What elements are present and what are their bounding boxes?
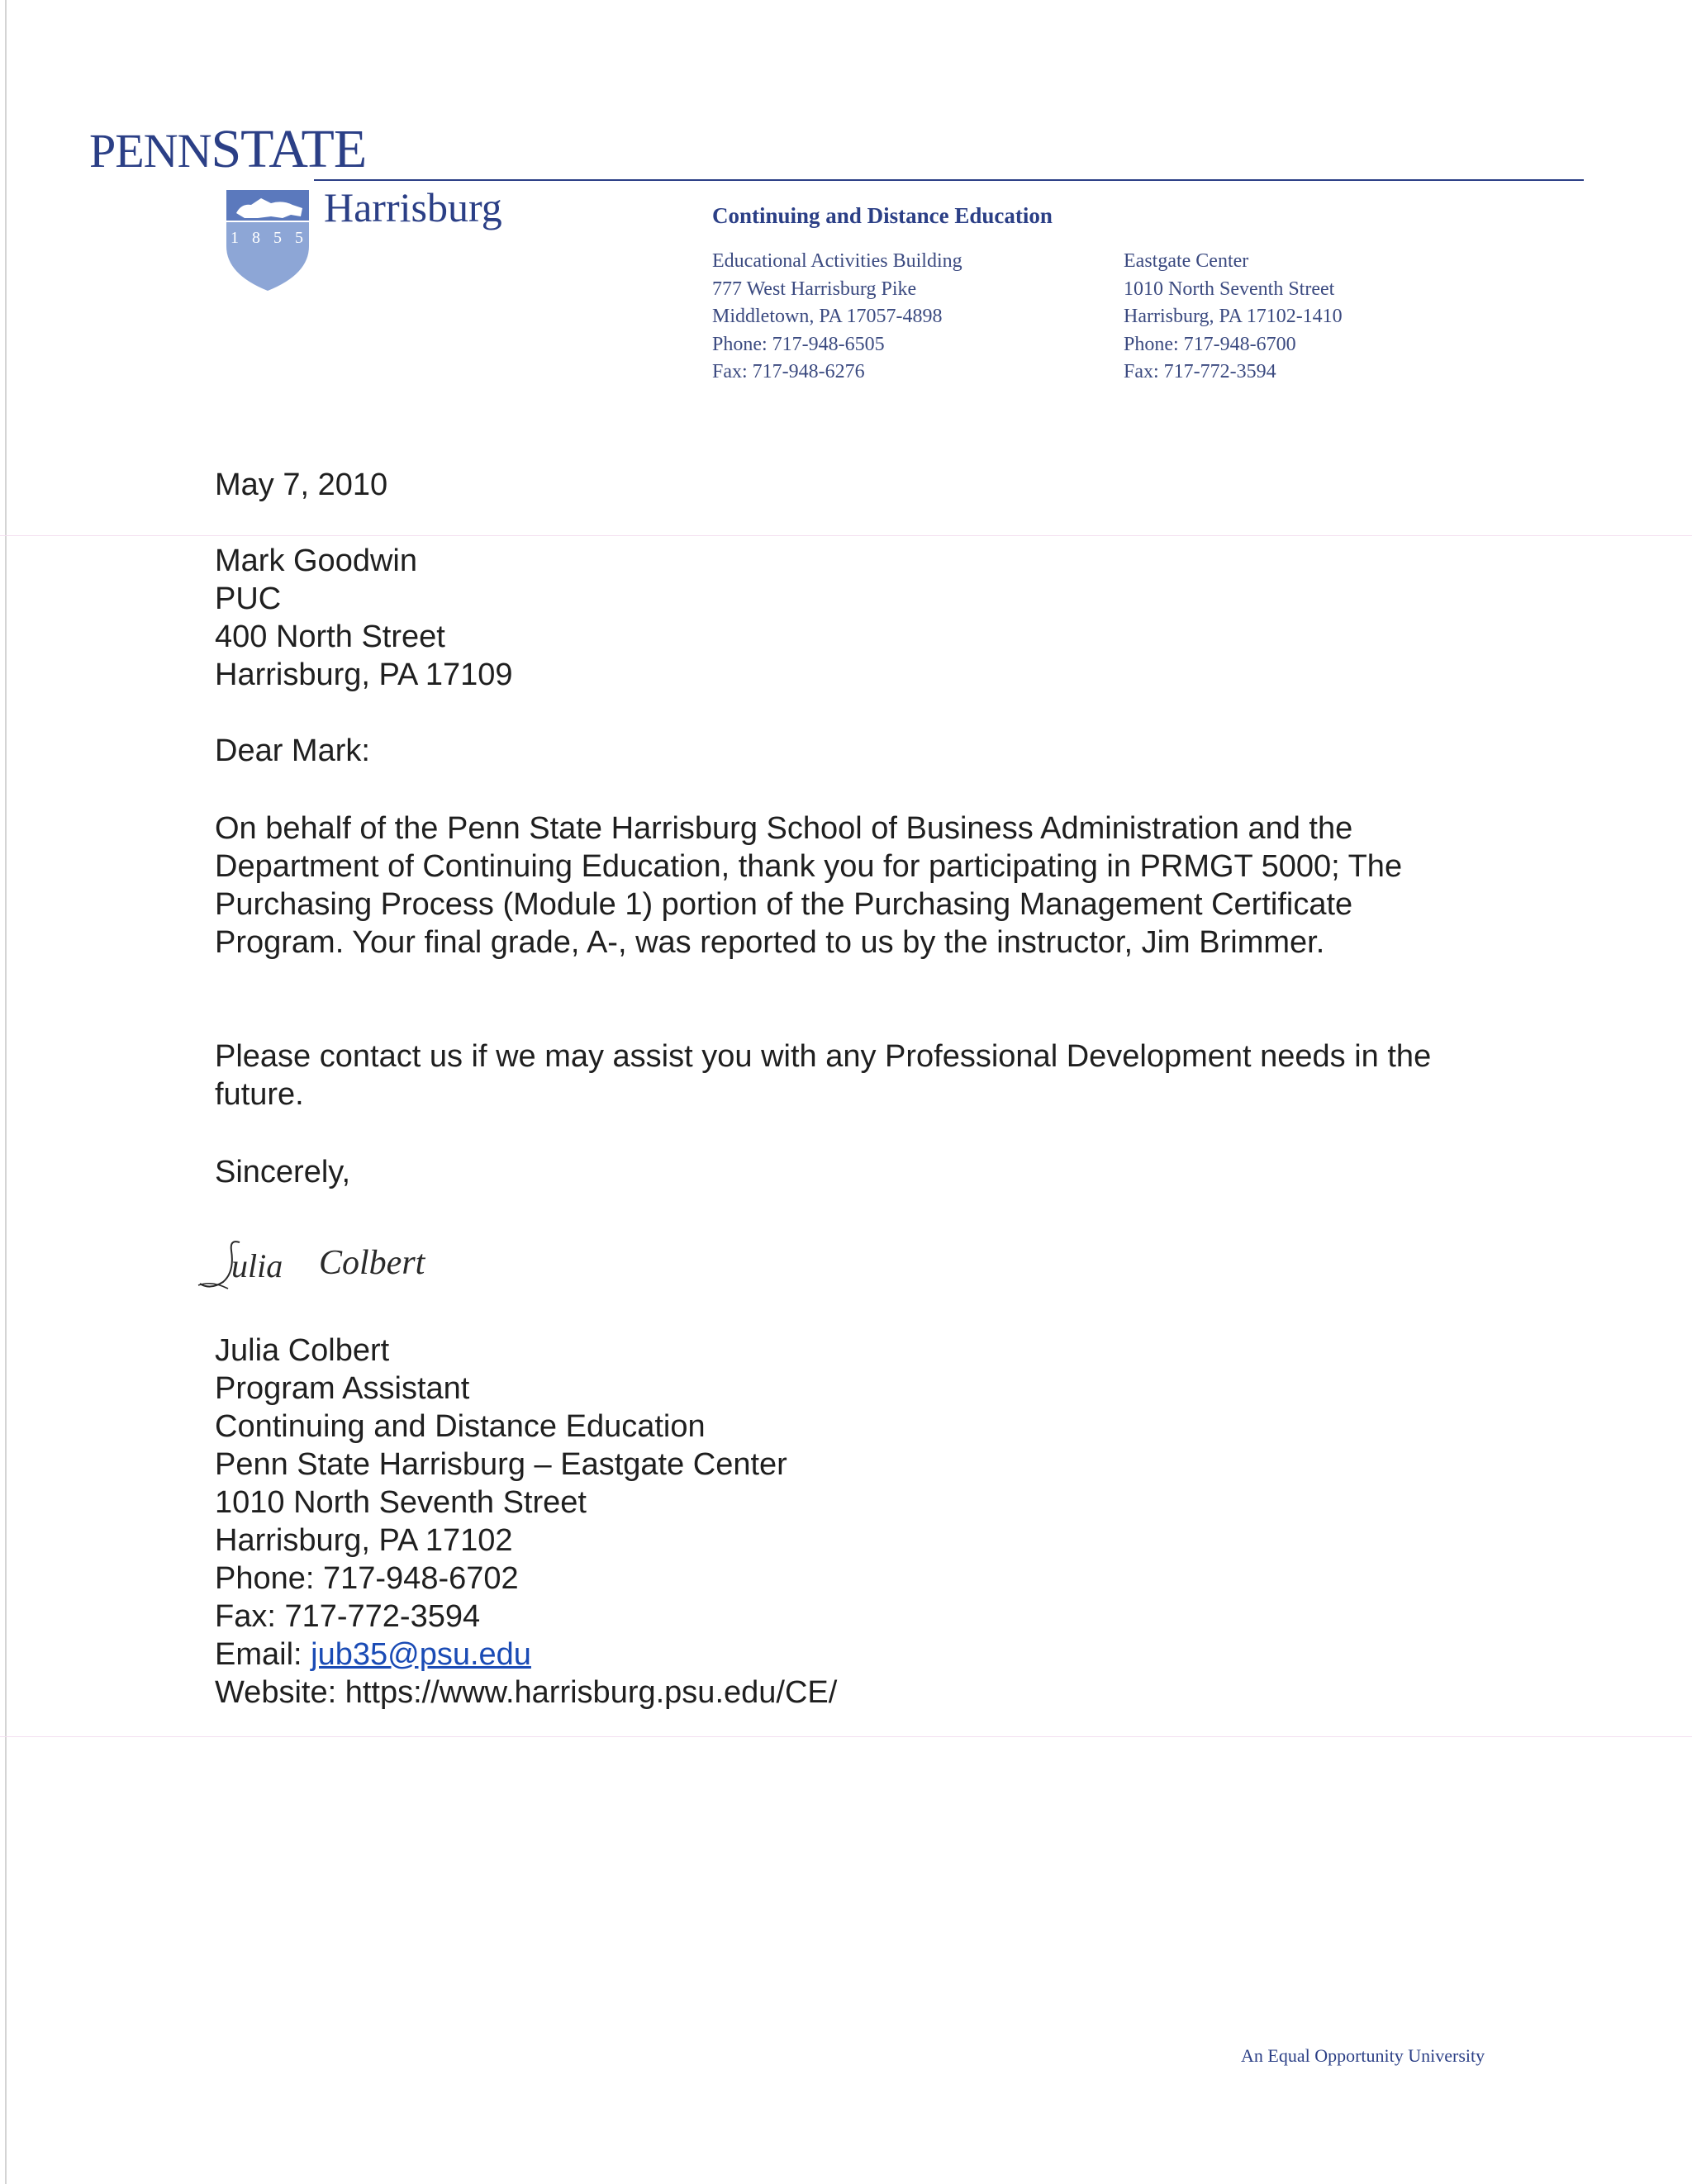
signer-line: 1010 North Seventh Street <box>215 1485 587 1520</box>
address-line: Middletown, PA 17057-4898 <box>712 306 943 327</box>
email-line <box>215 1636 837 1674</box>
recipient-line: 400 North Street <box>215 620 445 654</box>
body-paragraph-1 <box>215 810 1402 961</box>
svg-text:ulia: ulia <box>231 1247 283 1284</box>
address-line: Fax: 717-948-6276 <box>712 361 865 382</box>
address-block-middletown <box>712 248 962 387</box>
scan-artifact-line <box>0 1736 1692 1737</box>
address-block-eastgate <box>1124 248 1343 387</box>
paragraph-line: On behalf of the Penn State Harrisburg School of Business Administration and the <box>215 811 1353 846</box>
signer-line: Fax: 717-772-3594 <box>215 1599 481 1634</box>
address-line: Educational Activities Building <box>712 250 962 272</box>
paragraph-line: Program. Your final grade, A-, was reported to us by the instructor, Jim Brimmer. <box>215 925 1325 960</box>
letter-date: May 7, 2010 <box>215 468 388 502</box>
address-line: Fax: 717-772-3594 <box>1124 361 1276 382</box>
shield-year-5a: 5 <box>273 229 282 247</box>
signer-line: Harrisburg, PA 17102 <box>215 1523 513 1558</box>
address-line: Harrisburg, PA 17102-1410 <box>1124 306 1343 327</box>
signer-line: Phone: 717-948-6702 <box>215 1561 519 1596</box>
website-line: Website: https://www.harrisburg.psu.edu/CE/ <box>215 1675 838 1710</box>
signer-line: Program Assistant <box>215 1371 470 1406</box>
paragraph-line: Department of Continuing Education, thank you for participating in PRMGT 5000; The <box>215 849 1403 884</box>
address-line: 1010 North Seventh Street <box>1124 278 1335 300</box>
address-line: Phone: 717-948-6505 <box>712 333 885 355</box>
paragraph-line: Please contact us if we may assist you with any Professional Development needs in the <box>215 1039 1432 1074</box>
paragraph-line: future. <box>215 1077 304 1112</box>
paragraph-line: Purchasing Process (Module 1) portion of the Purchasing Management Certificate <box>215 887 1353 922</box>
address-line: Eastgate Center <box>1124 250 1249 272</box>
address-line: 777 West Harrisburg Pike <box>712 278 917 300</box>
campus-name: Harrisburg <box>324 184 502 230</box>
svg-text:Colbert: Colbert <box>319 1244 425 1282</box>
department-title: Continuing and Distance Education <box>712 203 1053 228</box>
signer-line: Penn State Harrisburg – Eastgate Center <box>215 1447 787 1482</box>
signer-line: Julia Colbert <box>215 1333 390 1368</box>
header-rule <box>314 179 1584 181</box>
shield-year-1: 1 <box>231 229 239 247</box>
recipient-line: Mark Goodwin <box>215 544 417 578</box>
pennstate-wordmark: PENNSTATE <box>89 119 367 179</box>
recipient-address <box>215 542 513 694</box>
signer-line: Continuing and Distance Education <box>215 1409 706 1444</box>
address-line: Phone: 717-948-6700 <box>1124 333 1296 355</box>
body-paragraph-2 <box>215 1037 1431 1113</box>
recipient-line: PUC <box>215 582 282 616</box>
nittany-lion-shield-icon <box>225 188 311 292</box>
closing: Sincerely, <box>215 1155 351 1189</box>
shield-year-8: 8 <box>252 229 260 247</box>
recipient-line: Harrisburg, PA 17109 <box>215 658 513 692</box>
email-label: Email: <box>215 1637 311 1672</box>
handwritten-signature <box>195 1231 476 1297</box>
scan-artifact-line <box>0 535 1692 536</box>
signer-block <box>215 1332 837 1712</box>
footer-eoe: An Equal Opportunity University <box>1241 2045 1485 2066</box>
email-link[interactable]: jub35@psu.edu <box>311 1637 531 1672</box>
scan-edge <box>5 0 7 2184</box>
shield-year-5b: 5 <box>295 229 303 247</box>
salutation: Dear Mark: <box>215 734 370 768</box>
